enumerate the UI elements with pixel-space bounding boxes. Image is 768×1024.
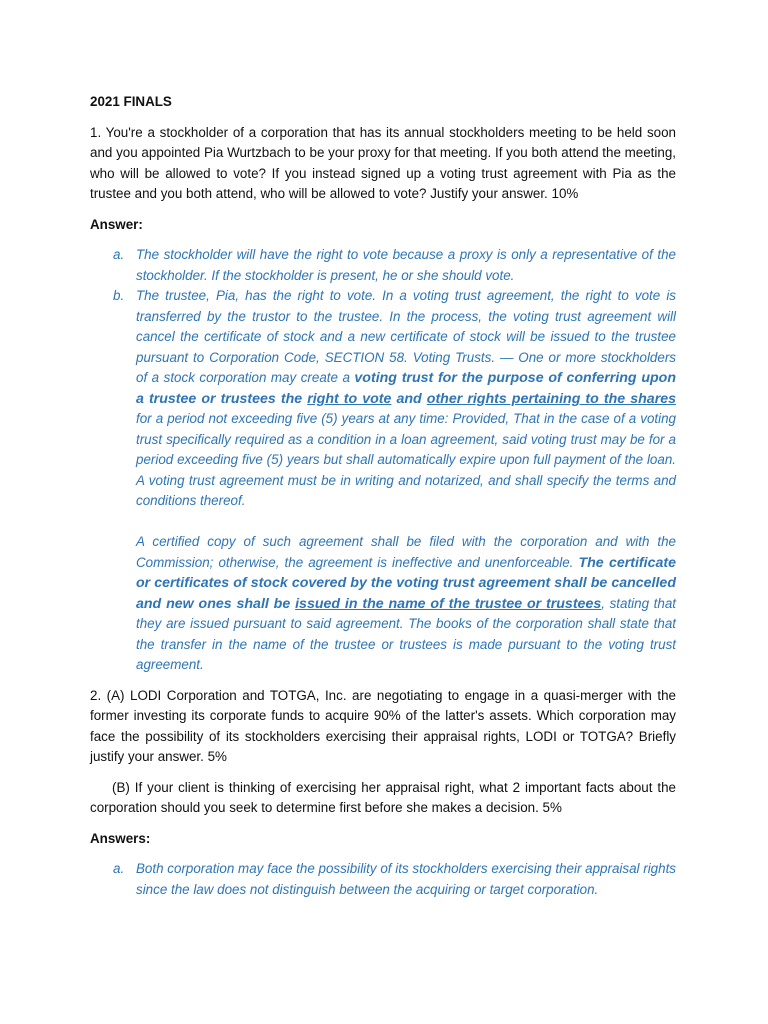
answer-1-label: Answer: [90, 216, 143, 232]
paragraph-gap [136, 512, 676, 533]
answer-1b-text-end: for a period not exceeding five (5) years at any time: Provided, That in the case of a voting trust specifically required as a condition in a loan agreement, said voting trust may be for a period exceeding five (5) years but shall automatically expire upon full payment of the loan. A voting trust agreement must be in writing and notarized, and shall specify the terms and conditions thereof. [136, 411, 676, 508]
answer-1-list [90, 245, 676, 676]
answer-1b-p2-end: , stating that they are issued pursuant to said agreement. The books of the corporation shall state that the transfer in the name of the trustee or trustees is made pursuant to the voting trust agreement. [136, 595, 677, 672]
underlined-text: issued in the name of the trustee or trustees [295, 595, 602, 612]
answer-1b-paragraph-2 [136, 532, 676, 676]
answer-1a [90, 245, 676, 286]
list-marker: a. [113, 861, 125, 876]
answer-2a [90, 859, 676, 900]
answer-1b-text-start: The trustee, Pia, has the right to vote. In a voting trust agreement, the right to vote is transferred by the trustor to the trustee. In the process, the voting trust agreement will cancel the certificate of stock and a new certificate of stock will be issued to the trustee pursuant to Corporation Code, SECTION 58. Voting Trusts. — One or more stockholders of a stock corporation may create a [136, 288, 676, 385]
answer-1a-text: The stockholder will have the right to vote because a proxy is only a representative of the stockholder. If the stockholder is present, he or she should vote. [136, 247, 676, 283]
answer-2-list [90, 859, 676, 900]
underlined-text: right to vote [307, 390, 392, 407]
emphasis-part: and [391, 390, 427, 407]
document-content [90, 92, 676, 900]
emphasis-part: voting trust for the purpose of conferring upon a trustee or trustees the [136, 370, 676, 407]
list-marker: b. [113, 288, 125, 303]
question-2b: (B) If your client is thinking of exercising her appraisal right, what 2 important facts about the corporation should you seek to determine first before she makes a decision. 5% [90, 779, 676, 815]
question-2a: 2. (A) LODI Corporation and TOTGA, Inc. are negotiating to engage in a quasi-merger with the former investing its corporate funds to acquire 90% of the latter's assets. Which corporation may face the possibility of its stockholders exercising their appraisal rights, LODI or TOTGA? Briefly justify your answer. 5% [90, 687, 676, 764]
answer-1b-p2-start: A certified copy of such agreement shall be filed with the corporation and with the Commission; otherwise, the agreement is ineffective and unenforceable. [136, 534, 676, 570]
answer-2-label: Answers: [90, 830, 151, 846]
answer-2a-text: Both corporation may face the possibility of its stockholders exercising their appraisal rights since the law does not distinguish between the acquiring or target corporation. [136, 861, 676, 897]
emphasis-part: The certificate or certificates of stock covered by the voting trust agreement shall be cancelled and new ones shall be [136, 554, 676, 612]
page-title: 2021 FINALS [90, 94, 172, 109]
underlined-text: other rights pertaining to the shares [426, 390, 676, 407]
answer-1b [90, 286, 676, 676]
question-1: 1. You're a stockholder of a corporation that has its annual stockholders meeting to be held soon and you appointed Pia Wurtzbach to be your proxy for that meeting. If you both attend the meeting, who will be allowed to vote? If you instead signed up a voting trust agreement with Pia as the trustee and you both attend, who will be allowed to vote? Justify your answer. 10% [90, 124, 676, 201]
answer-1b-paragraph-1 [136, 286, 676, 512]
list-marker: a. [113, 247, 125, 262]
